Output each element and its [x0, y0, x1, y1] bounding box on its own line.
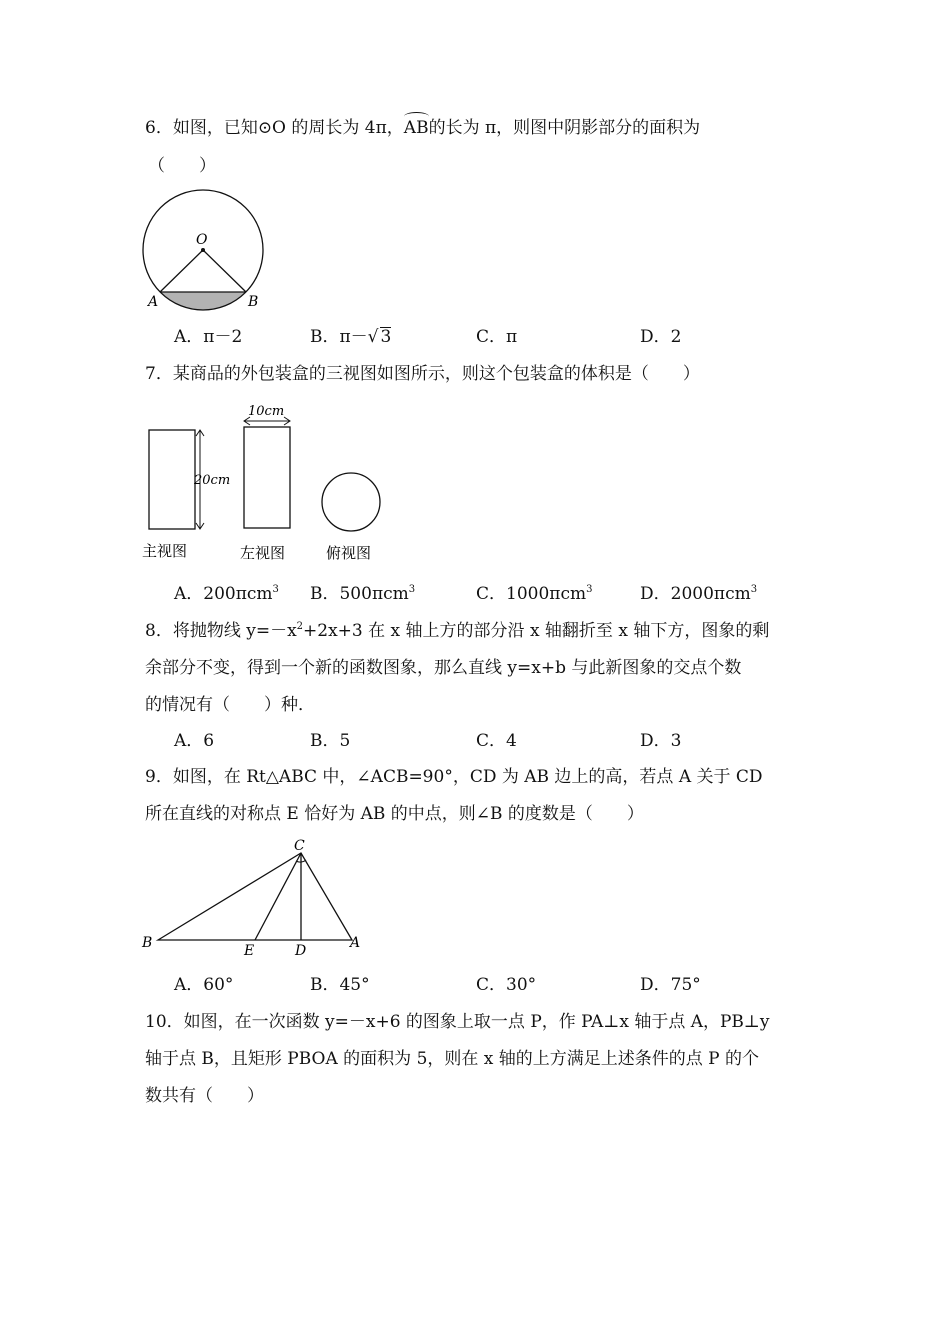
- q7-option-d: [640, 582, 757, 606]
- q7-option-d-text: D．2000πcm: [640, 584, 751, 604]
- q7-option-b-exp: 3: [408, 584, 416, 595]
- q9-label-b: B: [142, 935, 153, 951]
- q7-stem-line1: 7．某商品的外包装盒的三视图如图所示，则这个包装盒的体积是（ ）: [145, 364, 700, 384]
- q8-stem-part1: 8．将抛物线 y=－x: [145, 621, 297, 641]
- q6-option-a: A．π－2: [174, 327, 243, 347]
- q8-option-c: C．4: [476, 731, 517, 751]
- q6-radius-oa: [160, 250, 203, 292]
- q6-stem-part1: 6．如图，已知⊙O 的周长为 4π，: [145, 118, 404, 138]
- q8-option-d: D．3: [640, 731, 682, 751]
- q9-triangle-figure: [138, 835, 370, 963]
- q8-stem-line3: 的情况有（ ）种．: [145, 695, 315, 715]
- q6-stem-line1: [145, 116, 700, 140]
- q7-option-c-text: C．1000πcm: [476, 584, 587, 604]
- q7-option-b-text: B．500πcm: [310, 584, 409, 604]
- q8-stem-part2: +2x+3 在 x 轴上方的部分沿 x 轴翻折至 x 轴下方，图象的剩: [303, 621, 770, 641]
- q6-option-b-prefix: B．π－: [310, 327, 368, 347]
- q7-front-view-label: 主视图: [142, 542, 188, 560]
- q7-side-view-label: 左视图: [240, 544, 286, 562]
- q8-option-a: A．6: [174, 731, 215, 751]
- q6-radius-ob: [203, 250, 246, 292]
- q6-arc-ab: AB: [403, 118, 429, 138]
- q10-stem-line3: 数共有（ ）: [145, 1086, 264, 1106]
- q6-circle-figure: [138, 184, 270, 314]
- q6-label-b: B: [248, 294, 259, 310]
- q7-option-c: [476, 582, 592, 606]
- q7-front-view: [149, 430, 195, 529]
- q9-triangle-abc: [158, 853, 352, 940]
- q9-option-b: B．45°: [310, 975, 370, 995]
- q7-option-a: [174, 582, 279, 606]
- q6-option-b-sqrt-sign: √: [367, 327, 379, 347]
- q7-top-view: [322, 473, 380, 531]
- q9-stem-line2: 所在直线的对称点 E 恰好为 AB 的中点，则∠B 的度数是（ ）: [145, 804, 644, 824]
- q8-exponent: 2: [296, 621, 304, 632]
- q7-option-a-exp: 3: [272, 584, 279, 595]
- q9-label-d: D: [295, 943, 307, 959]
- q6-option-c: C．π: [476, 327, 518, 347]
- q7-height-label: 20cm: [194, 473, 231, 488]
- q8-stem-line1: [145, 619, 769, 643]
- q7-width-label: 10cm: [248, 404, 285, 419]
- q9-option-d: D．75°: [640, 975, 701, 995]
- q9-stem-line1: 9．如图，在 Rt△ABC 中，∠ACB=90°，CD 为 AB 边上的高，若点 A 关于 CD: [145, 767, 763, 787]
- q7-side-view: [244, 427, 290, 528]
- q7-option-d-exp: 3: [750, 584, 758, 595]
- q6-label-o: O: [196, 232, 208, 248]
- q7-top-view-label: 俯视图: [326, 544, 372, 562]
- q7-option-a-text: A．200πcm: [174, 584, 273, 604]
- q8-option-b: B．5: [310, 731, 351, 751]
- q7-three-views-figure: [138, 398, 398, 568]
- q6-label-a: A: [148, 294, 159, 310]
- q9-option-c: C．30°: [476, 975, 537, 995]
- q6-answer-bracket: （ ）: [148, 156, 216, 176]
- q10-stem-line1: 10．如图，在一次函数 y=－x+6 的图象上取一点 P，作 PA⊥x 轴于点 A，PB⊥y: [145, 1012, 770, 1032]
- q10-stem-line2: 轴于点 B，且矩形 PBOA 的面积为 5，则在 x 轴的上方满足上述条件的点 P 的个: [145, 1049, 760, 1069]
- q7-option-c-exp: 3: [586, 584, 593, 595]
- q9-label-e: E: [244, 943, 255, 959]
- q9-label-a: A: [350, 935, 361, 951]
- q7-option-b: [310, 582, 415, 606]
- q9-segment-ce: [255, 853, 301, 940]
- q8-stem-line2: 余部分不变，得到一个新的函数图象，那么直线 y=x+b 与此新图象的交点个数: [145, 658, 742, 678]
- q9-label-c: C: [294, 838, 305, 854]
- q6-center-dot: [201, 248, 205, 252]
- q6-option-b-radicand: 3: [380, 327, 392, 347]
- q9-option-a: A．60°: [174, 975, 234, 995]
- q6-option-d: D．2: [640, 327, 682, 347]
- q6-stem-part2: 的长为 π，则图中阴影部分的面积为: [428, 118, 701, 138]
- q6-option-b: [310, 325, 391, 349]
